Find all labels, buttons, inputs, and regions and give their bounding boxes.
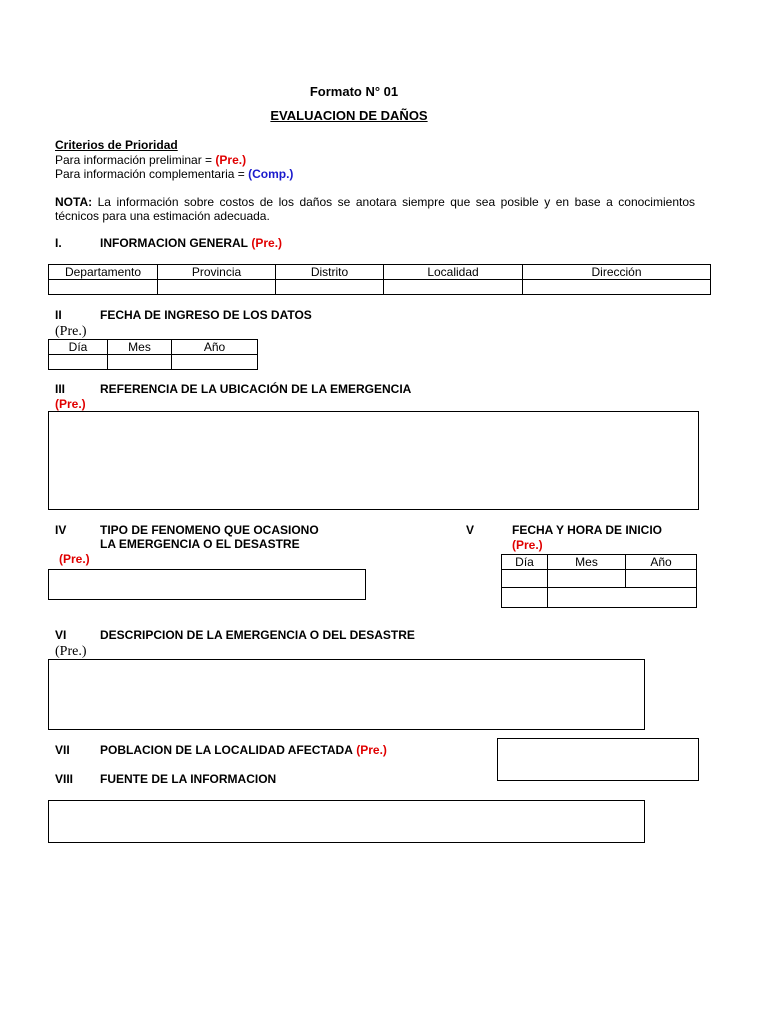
form-number-title: Formato N° 01 [309,84,399,99]
section-title-general-info [100,236,282,250]
note-label: NOTA: [55,195,93,209]
table-header-row [49,265,711,280]
pre-tag: (Pre.) [55,324,87,339]
criteria-heading: Criterios de Prioridad [55,138,178,152]
general-info-table [48,264,711,295]
pre-tag: (Pre.) [356,743,387,757]
form-main-title: EVALUACION DE DAÑOS [270,108,428,123]
section-title: POBLACION DE LA LOCALIDAD AFECTADA [100,743,353,757]
pre-tag: (Pre.) [512,538,543,552]
column-header-localidad: Localidad [384,265,523,280]
provincia-cell[interactable] [158,280,276,295]
distrito-cell[interactable] [276,280,384,295]
column-header-dia: Día [49,340,108,355]
pre-tag: (Pre.) [59,552,90,566]
section-number: VI [55,628,67,642]
column-header-ano: Año [172,340,258,355]
column-header-provincia: Provincia [158,265,276,280]
time-cell[interactable] [548,588,697,608]
localidad-cell[interactable] [384,280,523,295]
pre-tag: (Pre.) [251,236,283,250]
section-title-population [100,743,387,757]
column-header-departamento: Departamento [49,265,158,280]
note-text: La información sobre costos de los daños se anotara siempre que sea posible y en base a conocimientos técnicos para una estimación adecuada. [55,195,695,223]
section-number: VII [55,743,70,757]
day-cell[interactable] [502,570,548,588]
table-row [502,588,697,608]
section-number: III [55,382,66,396]
description-field[interactable] [48,659,645,730]
column-header-mes: Mes [108,340,172,355]
criteria-line-preliminary [55,153,246,167]
section-number: V [466,523,475,537]
criteria-line-text: Para información complementaria = [55,167,249,181]
section-title-line: TIPO DE FENOMENO QUE OCASIONO [100,523,319,537]
start-datetime-table [501,554,697,608]
table-row [49,355,258,370]
section-title: INFORMACION GENERAL [100,236,248,250]
pre-tag: (Pre.) [55,397,86,411]
year-cell[interactable] [626,570,697,588]
column-header-distrito: Distrito [276,265,384,280]
month-cell[interactable] [108,355,172,370]
location-reference-field[interactable] [48,411,699,510]
table-row [49,280,711,295]
column-header-direccion: Dirección [523,265,711,280]
section-title-entry-date: FECHA DE INGRESO DE LOS DATOS [100,308,312,322]
information-source-field[interactable] [48,800,645,843]
section-number: VIII [55,772,74,786]
section-number: I. [55,236,62,250]
pre-tag: (Pre.) [215,153,247,167]
section-number: II [55,308,62,322]
section-title-description: DESCRIPCION DE LA EMERGENCIA O DEL DESASTRE [100,628,415,642]
pre-tag: (Pre.) [55,644,87,659]
column-header-mes: Mes [548,555,626,570]
direccion-cell[interactable] [523,280,711,295]
time-label-cell[interactable] [502,588,548,608]
section-number: IV [55,523,67,537]
column-header-dia: Día [502,555,548,570]
section-title-phenomenon-type [100,523,319,551]
criteria-line-text: Para información preliminar = [55,153,216,167]
section-title-line: LA EMERGENCIA O EL DESASTRE [100,537,300,551]
table-header-row [502,555,697,570]
column-header-ano: Año [626,555,697,570]
section-title-information-source: FUENTE DE LA INFORMACION [100,772,277,786]
section-title-start-datetime: FECHA Y HORA DE INICIO [512,523,663,537]
table-header-row [49,340,258,355]
population-field[interactable] [497,738,699,781]
day-cell[interactable] [49,355,108,370]
section-title-location-reference: REFERENCIA DE LA UBICACIÓN DE LA EMERGENCIA [100,382,412,396]
entry-date-table [48,339,258,370]
departamento-cell[interactable] [49,280,158,295]
criteria-line-complementary [55,167,293,181]
comp-tag: (Comp.) [248,167,294,181]
table-row [502,570,697,588]
note-paragraph [55,195,695,223]
month-cell[interactable] [548,570,626,588]
phenomenon-type-field[interactable] [48,569,366,600]
year-cell[interactable] [172,355,258,370]
